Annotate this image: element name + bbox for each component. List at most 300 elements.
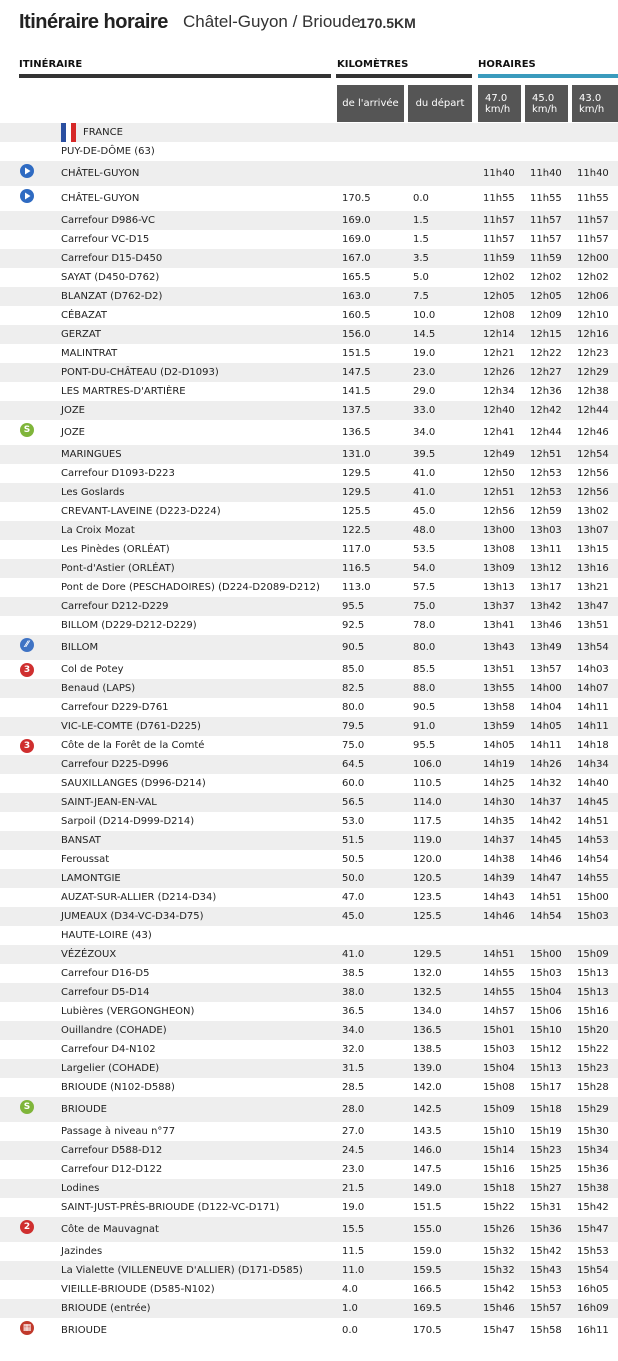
time-slow: 15h00 [577, 892, 609, 903]
km-from-start: 142.5 [413, 1104, 442, 1115]
km-to-finish: 85.0 [342, 664, 365, 675]
time-medium: 13h46 [530, 620, 562, 631]
location-name: Jazindes [61, 1246, 103, 1257]
table-row [0, 1097, 618, 1122]
location-name: Feroussat [61, 854, 110, 865]
table-row [0, 717, 618, 736]
time-fast: 14h35 [483, 816, 515, 827]
time-slow: 14h51 [577, 816, 609, 827]
table-row [0, 964, 618, 983]
time-medium: 12h53 [530, 487, 562, 498]
france-flag-icon [61, 123, 76, 142]
time-slow: 14h53 [577, 835, 609, 846]
page-title: Itinéraire horaire [19, 11, 168, 33]
table-row [0, 1040, 618, 1059]
time-medium: 15h53 [530, 1284, 562, 1295]
table-row [0, 559, 618, 578]
table-row [0, 635, 618, 660]
time-slow: 15h34 [577, 1145, 609, 1156]
time-slow: 16h09 [577, 1303, 609, 1314]
km-from-start: 33.0 [413, 405, 436, 416]
time-medium: 15h58 [530, 1325, 562, 1336]
schedule-underline [478, 74, 618, 78]
time-fast: 15h08 [483, 1082, 515, 1093]
time-medium: 12h27 [530, 367, 562, 378]
location-name: Carrefour D1093-D223 [61, 468, 175, 479]
location-name: Carrefour D4-N102 [61, 1044, 156, 1055]
km-from-start: 80.0 [413, 642, 436, 653]
location-name: BRIOUDE [61, 1104, 107, 1115]
km-to-finish: 32.0 [342, 1044, 365, 1055]
time-fast: 13h37 [483, 601, 515, 612]
table-row [0, 869, 618, 888]
table-row [0, 1141, 618, 1160]
location-name: JUMEAUX (D34-VC-D34-D75) [61, 911, 204, 922]
km-from-start: 123.5 [413, 892, 442, 903]
table-row [0, 1078, 618, 1097]
climb-cat3-icon: 3 [20, 739, 34, 753]
location-name: Côte de la Forêt de la Comté [61, 740, 205, 751]
feed-zone-icon: ⁄⁄ [20, 638, 34, 652]
play-icon [20, 164, 34, 178]
table-row [0, 344, 618, 363]
km-from-start: 125.5 [413, 911, 442, 922]
location-name: CÉBAZAT [61, 310, 108, 321]
km-from-start: 1.5 [413, 215, 429, 226]
km-to-finish: 80.0 [342, 702, 365, 713]
table-row [0, 1198, 618, 1217]
location-name: Pont de Dore (PESCHADOIRES) (D224-D2089-D212) [61, 582, 320, 593]
table-row [0, 401, 618, 420]
km-from-start: 91.0 [413, 721, 436, 732]
location-name: BRIOUDE (N102-D588) [61, 1082, 175, 1093]
time-fast: 13h59 [483, 721, 515, 732]
time-fast: 15h01 [483, 1025, 515, 1036]
time-fast: 13h09 [483, 563, 515, 574]
km-to-finish: 160.5 [342, 310, 371, 321]
time-fast: 14h19 [483, 759, 515, 770]
km-from-start: 23.0 [413, 367, 436, 378]
time-slow: 15h29 [577, 1104, 609, 1115]
km-from-start: 132.0 [413, 968, 442, 979]
km-from-start: 41.0 [413, 487, 436, 498]
table-row [0, 578, 618, 597]
km-to-finish: 0.0 [342, 1325, 358, 1336]
time-medium: 13h03 [530, 525, 562, 536]
location-name: Passage à niveau n°77 [61, 1126, 176, 1137]
location-name: GERZAT [61, 329, 102, 340]
location-name: MARINGUES [61, 449, 122, 460]
location-name: Sarpoil (D214-D999-D214) [61, 816, 195, 827]
time-medium: 15h19 [530, 1126, 562, 1137]
km-to-finish: 11.5 [342, 1246, 365, 1257]
table-row [0, 1002, 618, 1021]
km-to-finish: 51.5 [342, 835, 365, 846]
table-row [0, 382, 618, 401]
table-row [0, 812, 618, 831]
table-row [0, 1059, 618, 1078]
time-fast: 14h43 [483, 892, 515, 903]
time-slow: 13h21 [577, 582, 609, 593]
itinerary-table [0, 123, 618, 1343]
time-medium: 15h04 [530, 987, 562, 998]
time-medium: 13h57 [530, 664, 562, 675]
km-to-finish: 90.5 [342, 642, 365, 653]
time-medium: 13h11 [530, 544, 562, 555]
time-medium: 14h42 [530, 816, 562, 827]
route-label: Châtel-Guyon / Brioude [183, 12, 361, 31]
table-row [0, 306, 618, 325]
km-to-finish: 165.5 [342, 272, 371, 283]
km-to-finish: 23.0 [342, 1164, 365, 1175]
time-slow: 12h23 [577, 348, 609, 359]
location-name: JOZE [61, 427, 85, 438]
km-from-start: 90.5 [413, 702, 436, 713]
table-row [0, 1242, 618, 1261]
km-from-start: 34.0 [413, 427, 436, 438]
time-fast: 11h55 [483, 193, 515, 204]
time-medium: 14h47 [530, 873, 562, 884]
time-fast: 15h26 [483, 1224, 515, 1235]
time-slow: 15h03 [577, 911, 609, 922]
time-medium: 12h22 [530, 348, 562, 359]
time-slow: 15h54 [577, 1265, 609, 1276]
km-from-start: 155.0 [413, 1224, 442, 1235]
time-slow: 15h09 [577, 949, 609, 960]
play-icon [20, 189, 34, 203]
table-row [0, 287, 618, 306]
km-from-start: 151.5 [413, 1202, 442, 1213]
location-name: SAUXILLANGES (D996-D214) [61, 778, 206, 789]
km-to-finish: 82.5 [342, 683, 365, 694]
finish-flag-icon: ▦ [20, 1321, 34, 1335]
km-from-start: 142.0 [413, 1082, 442, 1093]
kilometres-column-header: KILOMÈTRES [337, 59, 409, 70]
time-slow: 12h06 [577, 291, 609, 302]
location-name: SAYAT (D450-D762) [61, 272, 160, 283]
time-slow: 13h54 [577, 642, 609, 653]
km-to-finish: 45.0 [342, 911, 365, 922]
location-name: Les Pinèdes (ORLÉAT) [61, 544, 170, 555]
location-name: Carrefour D15-D450 [61, 253, 163, 264]
time-medium: 13h17 [530, 582, 562, 593]
table-row [0, 831, 618, 850]
time-slow: 13h07 [577, 525, 609, 536]
km-to-finish: 4.0 [342, 1284, 358, 1295]
km-from-start: 110.5 [413, 778, 442, 789]
location-name: BILLOM [61, 642, 99, 653]
time-slow: 15h28 [577, 1082, 609, 1093]
time-medium: 15h27 [530, 1183, 562, 1194]
km-from-start: 78.0 [413, 620, 436, 631]
km-to-finish: 129.5 [342, 487, 371, 498]
time-medium: 15h25 [530, 1164, 562, 1175]
table-row [0, 161, 618, 186]
time-slow: 11h55 [577, 193, 609, 204]
location-name: PUY-DE-DÔME (63) [61, 146, 155, 157]
table-row [0, 186, 618, 211]
time-slow: 13h47 [577, 601, 609, 612]
km-to-finish: 169.0 [342, 234, 371, 245]
time-slow: 14h34 [577, 759, 609, 770]
time-medium: 13h12 [530, 563, 562, 574]
table-row [0, 983, 618, 1002]
time-slow: 14h40 [577, 778, 609, 789]
table-row [0, 420, 618, 445]
km-to-finish: 53.0 [342, 816, 365, 827]
km-from-start: 54.0 [413, 563, 436, 574]
table-row [0, 1299, 618, 1318]
time-fast: 15h47 [483, 1325, 515, 1336]
km-from-start: 88.0 [413, 683, 436, 694]
time-fast: 12h50 [483, 468, 515, 479]
table-row [0, 698, 618, 717]
km-from-start: 159.5 [413, 1265, 442, 1276]
time-medium: 13h42 [530, 601, 562, 612]
time-fast: 13h55 [483, 683, 515, 694]
time-medium: 14h37 [530, 797, 562, 808]
location-name: PONT-DU-CHÂTEAU (D2-D1093) [61, 367, 219, 378]
table-row [0, 1122, 618, 1141]
time-slow: 12h38 [577, 386, 609, 397]
km-from-start: 57.5 [413, 582, 436, 593]
time-slow: 16h11 [577, 1325, 609, 1336]
km-from-start: 41.0 [413, 468, 436, 479]
time-fast: 13h51 [483, 664, 515, 675]
climb-cat2-icon: 2 [20, 1220, 34, 1234]
time-fast: 14h55 [483, 987, 515, 998]
location-name: Les Goslards [61, 487, 125, 498]
location-name: Ouillandre (COHADE) [61, 1025, 167, 1036]
speed-value: 45.0 [532, 93, 555, 104]
time-medium: 15h43 [530, 1265, 562, 1276]
time-fast: 13h13 [483, 582, 515, 593]
location-name: MALINTRAT [61, 348, 118, 359]
km-to-finish: 95.5 [342, 601, 365, 612]
km-to-finish: 27.0 [342, 1126, 365, 1137]
time-medium: 11h59 [530, 253, 562, 264]
table-row [0, 445, 618, 464]
km-from-start: 120.5 [413, 873, 442, 884]
time-medium: 14h46 [530, 854, 562, 865]
time-fast: 11h40 [483, 168, 515, 179]
km-from-start: 146.0 [413, 1145, 442, 1156]
location-name: VIEILLE-BRIOUDE (D585-N102) [61, 1284, 215, 1295]
time-medium: 12h53 [530, 468, 562, 479]
km-to-finish: 137.5 [342, 405, 371, 416]
kilometres-underline [336, 74, 472, 78]
table-row [0, 1179, 618, 1198]
time-medium: 15h42 [530, 1246, 562, 1257]
table-row [0, 736, 618, 755]
location-name: Carrefour D212-D229 [61, 601, 169, 612]
km-from-start: 143.5 [413, 1126, 442, 1137]
location-name: La Vialette (VILLENEUVE D'ALLIER) (D171-D585) [61, 1265, 303, 1276]
time-fast: 11h57 [483, 234, 515, 245]
km-from-start: 138.5 [413, 1044, 442, 1055]
location-name: CHÂTEL-GUYON [61, 168, 140, 179]
time-fast: 12h34 [483, 386, 515, 397]
time-fast: 12h21 [483, 348, 515, 359]
time-medium: 14h11 [530, 740, 562, 751]
location-name: Col de Potey [61, 664, 124, 675]
time-medium: 14h26 [530, 759, 562, 770]
time-medium: 12h36 [530, 386, 562, 397]
time-fast: 14h46 [483, 911, 515, 922]
table-row [0, 211, 618, 230]
km-from-start: 53.5 [413, 544, 436, 555]
time-slow: 12h02 [577, 272, 609, 283]
km-to-finish: 129.5 [342, 468, 371, 479]
region-row [0, 142, 618, 161]
km-from-start: 45.0 [413, 506, 436, 517]
time-fast: 12h02 [483, 272, 515, 283]
location-name: SAINT-JUST-PRÈS-BRIOUDE (D122-VC-D171) [61, 1202, 280, 1213]
table-row [0, 1160, 618, 1179]
km-from-start: 134.0 [413, 1006, 442, 1017]
speed-header-1 [478, 85, 521, 122]
table-row [0, 540, 618, 559]
km-to-finish: 28.5 [342, 1082, 365, 1093]
sprint-icon: S [20, 1100, 34, 1114]
time-slow: 14h11 [577, 702, 609, 713]
time-medium: 15h03 [530, 968, 562, 979]
km-to-finish: 163.0 [342, 291, 371, 302]
time-fast: 13h00 [483, 525, 515, 536]
region-row [0, 123, 618, 142]
time-fast: 15h42 [483, 1284, 515, 1295]
time-slow: 14h55 [577, 873, 609, 884]
km-to-finish: 75.0 [342, 740, 365, 751]
time-fast: 15h04 [483, 1063, 515, 1074]
km-to-finish: 50.0 [342, 873, 365, 884]
location-name: Pont-d'Astier (ORLÉAT) [61, 563, 175, 574]
time-fast: 15h16 [483, 1164, 515, 1175]
time-medium: 15h13 [530, 1063, 562, 1074]
time-slow: 13h02 [577, 506, 609, 517]
table-row [0, 907, 618, 926]
location-name: Carrefour D225-D996 [61, 759, 169, 770]
time-medium: 15h06 [530, 1006, 562, 1017]
time-fast: 11h57 [483, 215, 515, 226]
table-row [0, 464, 618, 483]
km-from-start: 3.5 [413, 253, 429, 264]
time-slow: 12h56 [577, 487, 609, 498]
km-from-start: 159.0 [413, 1246, 442, 1257]
time-medium: 15h23 [530, 1145, 562, 1156]
time-medium: 14h51 [530, 892, 562, 903]
location-name: SAINT-JEAN-EN-VAL [61, 797, 157, 808]
time-medium: 14h04 [530, 702, 562, 713]
time-fast: 15h32 [483, 1246, 515, 1257]
location-name: Lodines [61, 1183, 100, 1194]
time-slow: 13h15 [577, 544, 609, 555]
time-medium: 13h49 [530, 642, 562, 653]
km-from-start: 85.5 [413, 664, 436, 675]
time-slow: 15h16 [577, 1006, 609, 1017]
km-from-start: 129.5 [413, 949, 442, 960]
table-row [0, 945, 618, 964]
km-to-finish: 131.0 [342, 449, 371, 460]
km-from-start: 39.5 [413, 449, 436, 460]
time-fast: 15h22 [483, 1202, 515, 1213]
time-slow: 12h29 [577, 367, 609, 378]
km-from-start: 19.0 [413, 348, 436, 359]
location-name: Côte de Mauvagnat [61, 1224, 159, 1235]
time-slow: 15h23 [577, 1063, 609, 1074]
km-to-finish: 116.5 [342, 563, 371, 574]
km-to-finish: 1.0 [342, 1303, 358, 1314]
time-slow: 11h57 [577, 234, 609, 245]
time-fast: 15h18 [483, 1183, 515, 1194]
distance-label: 170.5KM [359, 15, 416, 31]
time-slow: 14h03 [577, 664, 609, 675]
time-medium: 12h51 [530, 449, 562, 460]
time-medium: 15h12 [530, 1044, 562, 1055]
location-name: La Croix Mozat [61, 525, 135, 536]
time-medium: 14h00 [530, 683, 562, 694]
km-from-start: 1.5 [413, 234, 429, 245]
time-fast: 15h32 [483, 1265, 515, 1276]
km-to-finish: 28.0 [342, 1104, 365, 1115]
time-medium: 12h59 [530, 506, 562, 517]
region-row [0, 926, 618, 945]
time-fast: 13h43 [483, 642, 515, 653]
km-to-finish: 64.5 [342, 759, 365, 770]
km-from-start: 14.5 [413, 329, 436, 340]
time-fast: 14h05 [483, 740, 515, 751]
time-fast: 12h40 [483, 405, 515, 416]
page-header [0, 0, 618, 45]
km-to-finish: 151.5 [342, 348, 371, 359]
time-medium: 15h00 [530, 949, 562, 960]
km-from-start: 48.0 [413, 525, 436, 536]
time-slow: 15h13 [577, 987, 609, 998]
km-from-start: 120.0 [413, 854, 442, 865]
km-from-start: 149.0 [413, 1183, 442, 1194]
time-slow: 14h07 [577, 683, 609, 694]
location-name: HAUTE-LOIRE (43) [61, 930, 152, 941]
km-to-finish: 136.5 [342, 427, 371, 438]
time-medium: 11h40 [530, 168, 562, 179]
location-name: Carrefour VC-D15 [61, 234, 150, 245]
time-fast: 12h26 [483, 367, 515, 378]
time-fast: 15h14 [483, 1145, 515, 1156]
time-slow: 15h53 [577, 1246, 609, 1257]
km-from-start: 119.0 [413, 835, 442, 846]
km-from-start: 106.0 [413, 759, 442, 770]
location-name: Carrefour D588-D12 [61, 1145, 163, 1156]
location-name: LAMONTGIE [61, 873, 121, 884]
table-row [0, 249, 618, 268]
km-to-finish: 79.5 [342, 721, 365, 732]
km-from-start: 5.0 [413, 272, 429, 283]
time-fast: 12h41 [483, 427, 515, 438]
time-slow: 15h20 [577, 1025, 609, 1036]
location-name: VÉZÉZOUX [61, 949, 117, 960]
km-to-finish: 125.5 [342, 506, 371, 517]
time-medium: 11h57 [530, 234, 562, 245]
table-row [0, 268, 618, 287]
time-slow: 13h16 [577, 563, 609, 574]
time-slow: 15h22 [577, 1044, 609, 1055]
time-fast: 14h38 [483, 854, 515, 865]
time-slow: 12h16 [577, 329, 609, 340]
table-row [0, 521, 618, 540]
km-to-finish: 56.5 [342, 797, 365, 808]
time-fast: 15h46 [483, 1303, 515, 1314]
table-row [0, 325, 618, 344]
